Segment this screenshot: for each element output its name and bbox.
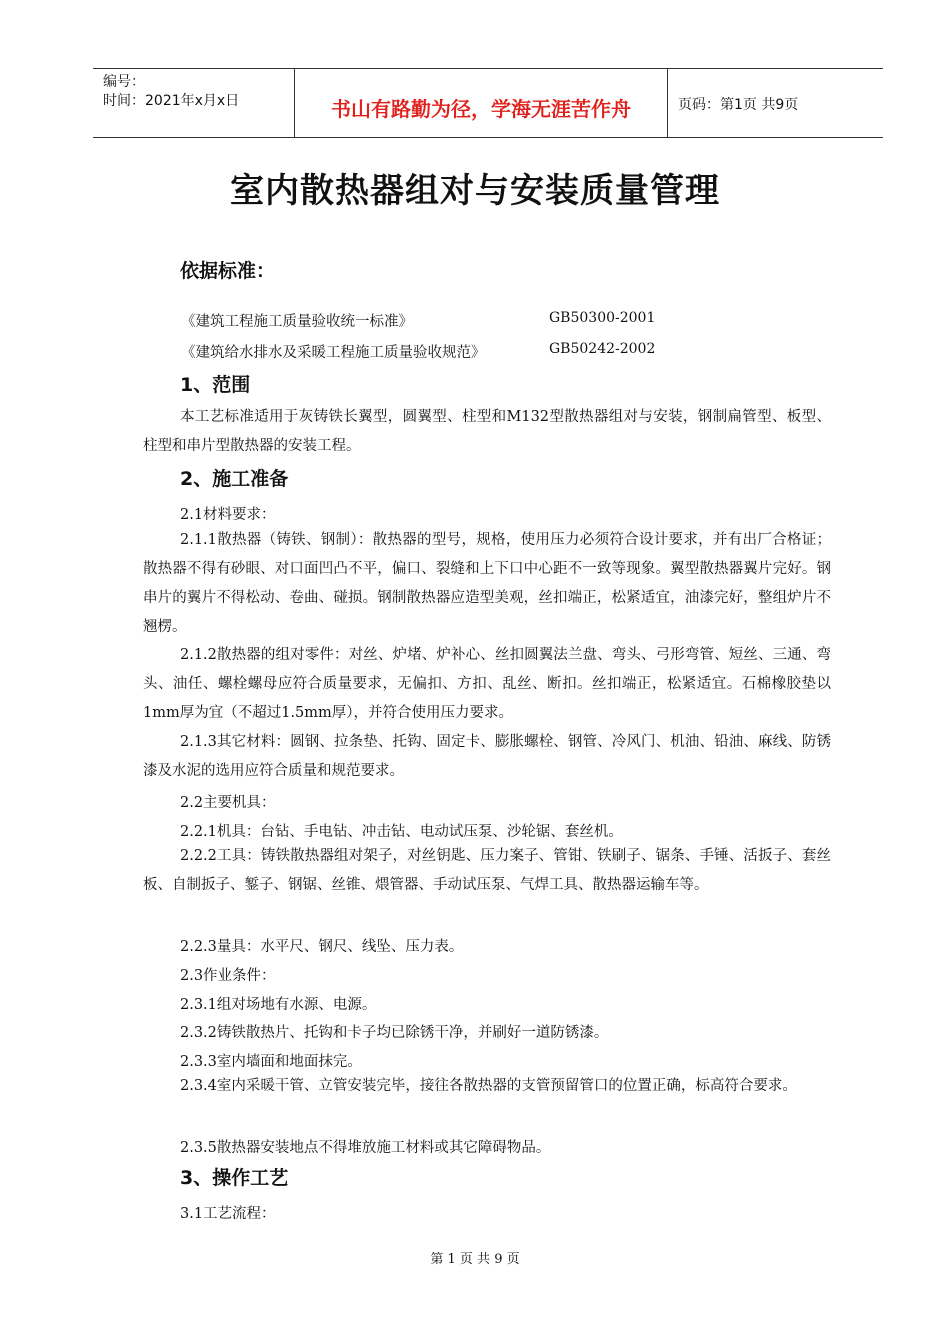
header-page-cell [668, 69, 883, 137]
standard-code: GB50242-2002 [549, 341, 656, 357]
page-footer: 第 1 页 共 9 页 [430, 1252, 520, 1267]
standard-item [181, 341, 656, 362]
serial-label: 编号： [103, 74, 145, 90]
motto-text: 书山有路勤为径，学海无涯苦作舟 [331, 97, 631, 121]
paragraph-condition-2: 2.3.2铸铁散热片、托钩和卡子均已除锈干净，并刷好一道防锈漆。 [180, 1025, 609, 1041]
paragraph-radiator: 2.1.1散热器（铸铁、钢制）：散热器的型号，规格，使用压力必须符合设计要求，并有出厂合格证；散热器不得有砂眼、对口面凹凸不平，偏口、裂缝和上下口中心距不一致等现象。翼型散热器翼片完好。钢串片的翼片不得松动、卷曲、碰损。钢制散热器应造型美观，丝扣端正，松紧适宜，油漆完好，整组炉片不翘楞。 [143, 532, 831, 635]
paragraph-condition-4: 2.3.4室内采暖干管、立管安装完毕，接往各散热器的支管预留管口的位置正确，标高符合要求。 [180, 1078, 797, 1094]
subheading-flow: 3.1工艺流程： [180, 1206, 276, 1222]
standard-item [181, 310, 656, 331]
header-table [93, 68, 883, 138]
section-heading-preparation: 2、施工准备 [180, 468, 289, 490]
paragraph-fittings: 2.1.2散热器的组对零件：对丝、炉堵、炉补心、丝扣圆翼法兰盘、弯头、弓形弯管、短丝、三通、弯头、油任、螺栓螺母应符合质量要求，无偏扣、方扣、乱丝、断扣。丝扣端正，松紧适宜。石棉橡胶垫以1mm厚为宜（不超过1.5mm厚），并符合使用压力要求。 [143, 647, 831, 721]
subheading-conditions: 2.3作业条件： [180, 968, 276, 984]
section-heading-process: 3、操作工艺 [180, 1167, 289, 1189]
scope-paragraph: 本工艺标准适用于灰铸铁长翼型，圆翼型、柱型和M132型散热器组对与安装，钢制扁管型、板型、柱型和串片型散热器的安装工程。 [143, 409, 831, 454]
subheading-tools: 2.2主要机具： [180, 795, 276, 811]
paragraph-machines: 2.2.1机具：台钻、手电钻、冲击钻、电动试压泵、沙轮锯、套丝机。 [180, 824, 623, 840]
paragraph-other-materials: 2.1.3其它材料：圆钢、拉条垫、托钩、固定卡、膨胀螺栓、钢管、冷风门、机油、铅油、麻线、防锈漆及水泥的选用应符合质量和规范要求。 [143, 734, 831, 779]
header-motto-cell [295, 69, 668, 137]
paragraph-condition-3: 2.3.3室内墙面和地面抹完。 [180, 1054, 362, 1070]
paragraph-condition-5: 2.3.5散热器安装地点不得堆放施工材料或其它障碍物品。 [180, 1140, 551, 1156]
basis-heading: 依据标准： [180, 260, 276, 282]
section-heading-scope: 1、范围 [180, 374, 251, 396]
paragraph-gauges: 2.2.3量具：水平尺、钢尺、线坠、压力表。 [180, 939, 464, 955]
standard-name: 《建筑给水排水及采暖工程施工质量验收规范》 [181, 345, 486, 361]
time-label: 时间：2021年x月x日 [103, 93, 240, 109]
paragraph-hand-tools: 2.2.2工具：铸铁散热器组对架子，对丝钥匙、压力案子、管钳、铁刷子、锯条、手锤、活扳子、套丝板、自制扳子、錾子、钢锯、丝锥、煨管器、手动试压泵、气焊工具、散热器运输车等。 [143, 848, 831, 893]
standard-code: GB50300-2001 [549, 310, 656, 326]
paragraph-condition-1: 2.3.1组对场地有水源、电源。 [180, 997, 377, 1013]
page-info: 页码：第1页 共9页 [678, 97, 799, 113]
standard-name: 《建筑工程施工质量验收统一标准》 [181, 314, 413, 330]
subheading-materials: 2.1材料要求： [180, 507, 276, 523]
document-title: 室内散热器组对与安装质量管理 [230, 171, 720, 211]
header-info-cell [93, 69, 295, 137]
